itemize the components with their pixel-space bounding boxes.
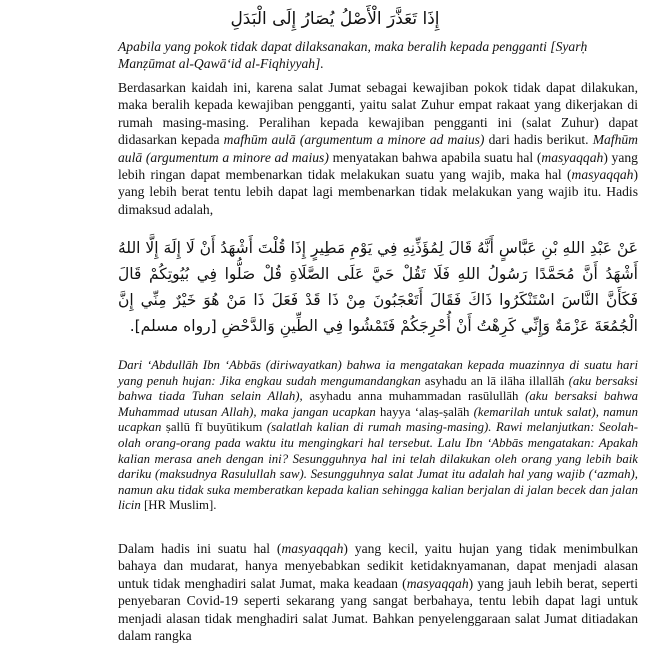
p1-text-e: menyatakan bahwa apabila suatu hal ( — [328, 149, 542, 165]
hadith-translation — [118, 358, 638, 514]
trans-t1: Dari ‘Abdullāh Ibn ‘Abbās (diriwayatkan) bahwa ia mengatakan kepada muazinnya di suatu hari yang penuh hujan: Jika engkau sudah mengumandangkan — [118, 358, 638, 388]
legal-maxim-translation — [118, 38, 638, 72]
p1-text-g: ) yang lebih ringan dapat membenarkan tidak melakukan suatu yang wajib, maka hal ( — [118, 149, 638, 183]
paragraph-explanation — [118, 79, 638, 218]
p1-text-a: Berdasarkan kaidah ini, karena salat Jumat sebagai kewajiban pokok tidak dapat dilakukan, maka beralih kepada kewajiban pengganti, yaitu salat Zuhur empat rakaat yang dikerjakan di rumah masing-masing. Peralihan kepada kewajiban pengganti ini (salat Zuhur) dapat didasarkan kepada — [118, 80, 638, 148]
p1-term-masyaqqah-1: masyaqqah — [541, 149, 604, 165]
p1-term-mafhum-1: mafhūm aulā (argumentum a minore ad maius) — [223, 132, 485, 148]
p3-term-masyaqqah-1: masyaqqah — [281, 541, 344, 556]
p1-text-i: ) yang lebih berat tentu lebih dapat lagi membenarkan tidak melakukan yang wajib itu. Hadis dimaksud adalah, — [118, 167, 638, 217]
maxim-translation-text: Apabila yang pokok tidak dapat dilaksanakan, maka beralih kepada pengganti — [118, 39, 547, 54]
trans-t4: asyhadu anna muhammadan rasūlullāh — [302, 389, 526, 404]
p1-term-masyaqqah-2: masyaqqah — [571, 167, 634, 183]
trans-t7: (kemarilah untuk salat), namun ucapkan — [118, 404, 638, 435]
trans-t5: (aku bersaksi bahwa Muhammad utusan Allah), maka jangan ucapkan — [118, 389, 639, 419]
p3-text-a: Dalam hadis ini suatu hal ( — [118, 541, 282, 556]
trans-citation: [HR Muslim]. — [140, 498, 217, 513]
p1-text-c: dari hadis berikut. — [484, 132, 593, 148]
maxim-source-text: [Syarḥ Manẓūmat al-Qawā‘id al-Fiqhiyyah]. — [118, 39, 588, 71]
trans-t8: ṣallū fī buyūtikum — [161, 420, 267, 435]
trans-t9: (salatlah kalian di rumah masing-masing). Rawi melanjutkan: Seolah-olah orang-orang pada waktu itu mengingkari hal tersebut. Lalu Ibn ‘Abbās mengatakan: Apakah kalian merasa aneh dengan ini? Sesungguhnya hal ini telah dilakukan oleh orang yang lebih baik dariku (maksudnya Rasulullah saw). Sesungguhnya salat Jumat itu adalah hal yang wajib (‘azmah), namun aku tidak suka memberatkan kepada kalian sehingga kalian berjalan di jalan becek dan jalan licin — [118, 420, 638, 513]
paragraph-analysis — [118, 540, 638, 644]
p3-text-c: ) yang kecil, yaitu hujan yang tidak menimbulkan bahaya dan mudarat, hanya menyebabkan sedikit ketidaknyamanan, dapat menjadi alasan untuk tidak menghadiri salat Jumat, maka keadaan ( — [118, 541, 639, 591]
p3-term-masyaqqah-2: masyaqqah — [406, 575, 469, 591]
p1-term-mafhum-2: Mafhūm aulā (argumentum a minore ad maius) — [118, 132, 638, 165]
p3-text-e: ) yang jauh lebih berat, seperti penyebaran Covid-19 seperti sekarang yang sangat berbahaya, tentu lebih dapat lagi untuk menjadi alasan tidak menghadiri salat Jumat. Bahkan penyelenggaraan salat Jumat ditiadakan dalam rangka — [118, 575, 638, 644]
legal-maxim-arabic: إِذَا تَعَذَّرَ الْأَصْلُ يُصَارُ إِلَى الْبَدَلِ — [230, 9, 440, 29]
hadith-arabic-text: عَنْ عَبْدِ اللهِ بْنِ عَبَّاسٍ أَنَّهُ قَالَ لِمُؤَذِّنِهِ فِي يَوْمِ مَطِيرٍ إِذَا قُلْتَ أَشْهَدُ أَنْ لَا إِلَهَ إِلَّا اللهُ أَشْهَدُ أَنَّ مُحَمَّدًا رَسُولُ اللهِ فَلَا تَقُلْ حَيَّ عَلَى الصَّلَاةِ قُلْ صَلُّوا فِي بُيُوتِكُمْ قَالَ فَكَأَنَّ النَّاسَ اسْتَنْكَرُوا ذَاكَ فَقَالَ أَتَعْجَبُونَ مِنْ ذَا قَدْ فَعَلَ ذَا مَنْ هُوَ خَيْرٌ مِنِّي إِنَّ الْجُمُعَةَ عَزْمَةٌ وَإِنِّي كَرِهْتُ أَنْ أُحْرِجَكُمْ فَتَمْشُوا فِي الطِّينِ وَالدَّحْضِ [رواه مسلم]. — [118, 239, 638, 335]
trans-t3: (aku bersaksi bahwa tiada Tuhan selain Allah), — [118, 373, 638, 404]
trans-t6: hayya ‘alaṣ-ṣalāh — [375, 404, 474, 419]
trans-t2: asyhadu an lā ilāha illallāh — [420, 373, 569, 388]
